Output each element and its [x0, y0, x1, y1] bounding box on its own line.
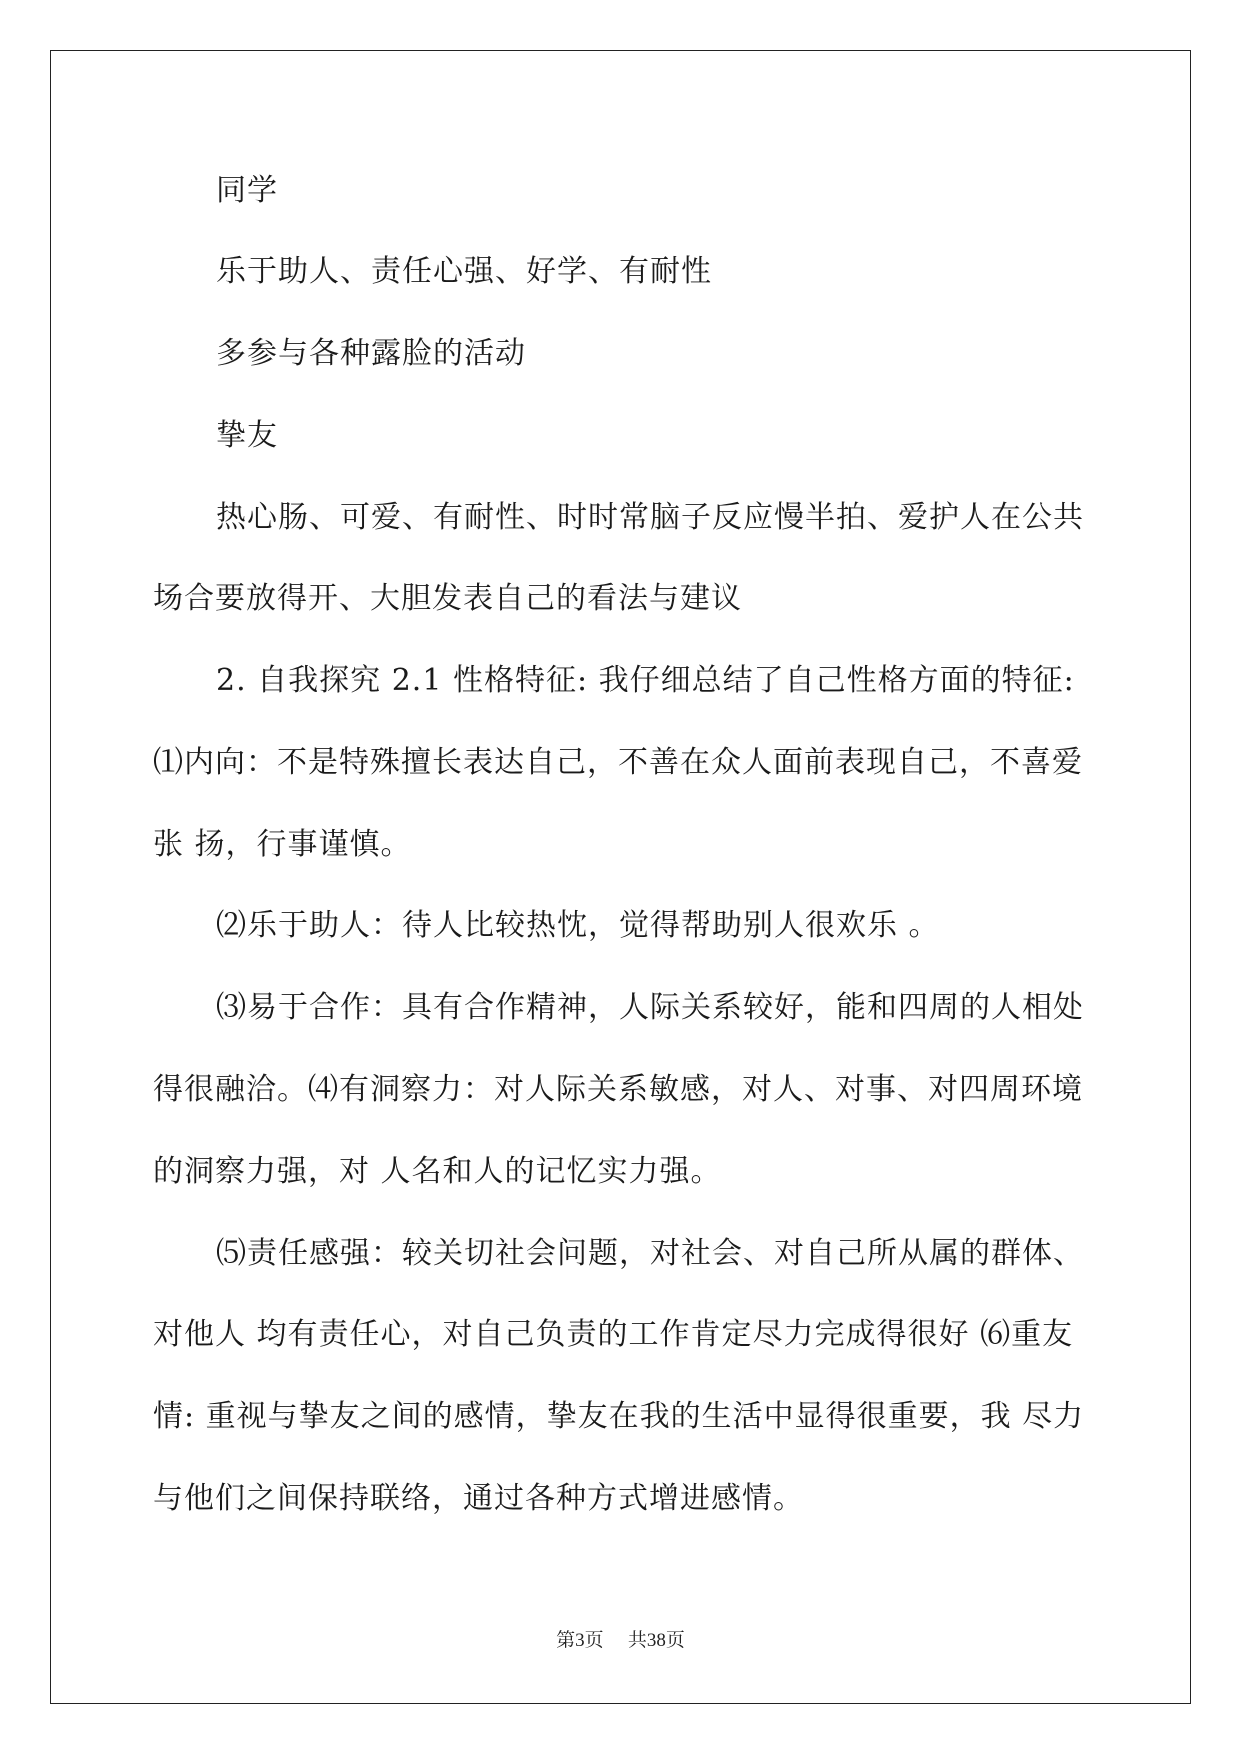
footer-total-number: 38: [646, 1630, 666, 1651]
text-line-17: 与他们之间保持联络，通过各种方式增进感情。: [153, 1481, 804, 1516]
footer-page-number: 3: [575, 1630, 585, 1651]
page-frame: [50, 50, 1191, 1704]
footer-page-suffix: 页: [584, 1629, 604, 1651]
text-line-6: 场合要放得开、大胆发表自己的看法与建议: [153, 581, 742, 616]
text-line-4: 挚友: [216, 418, 278, 453]
text-line-13: 的洞察力强，对 人名和人的记忆实力强。: [153, 1154, 722, 1189]
text-line-11: ⑶易于合作：具有合作精神，人际关系较好，能和四周的人相处: [216, 990, 1084, 1025]
text-line-3: 多参与各种露脸的活动: [216, 336, 526, 371]
text-line-5: 热心肠、可爱、有耐性、时时常脑子反应慢半拍、爱护人在公共: [216, 500, 1084, 535]
footer-total-prefix: 共: [627, 1629, 647, 1651]
text-line-12: 得很融洽。⑷有洞察力：对人际关系敏感，对人、对事、对四周环境: [153, 1072, 1083, 1107]
text-line-2: 乐于助人、责任心强、好学、有耐性: [216, 254, 712, 289]
text-line-9: 张 扬，行事谨慎。: [153, 827, 412, 862]
text-line-8: ⑴内向：不是特殊擅长表达自己，不善在众人面前表现自己，不喜爱: [153, 745, 1083, 780]
footer-page-prefix: 第: [556, 1629, 576, 1651]
text-line-16: 情: 重视与挚友之间的感情，挚友在我的生活中显得很重要，我 尽力: [153, 1399, 1085, 1434]
text-line-10: ⑵乐于助人：待人比较热忱，觉得帮助别人很欢乐 。: [216, 908, 940, 943]
text-line-15: 对他人 均有责任心，对自己负责的工作肯定尽力完成得很好 ⑹重友: [153, 1317, 1074, 1352]
footer-total-suffix: 页: [665, 1629, 685, 1651]
text-line-1: 同学: [216, 173, 278, 208]
text-line-7: 2. 自我探究 2.1 性格特征: 我仔细总结了自己性格方面的特征:: [216, 663, 1075, 698]
text-line-14: ⑸责任感强：较关切社会问题，对社会、对自己所从属的群体、: [216, 1236, 1084, 1271]
page-footer: [0, 1628, 1241, 1653]
